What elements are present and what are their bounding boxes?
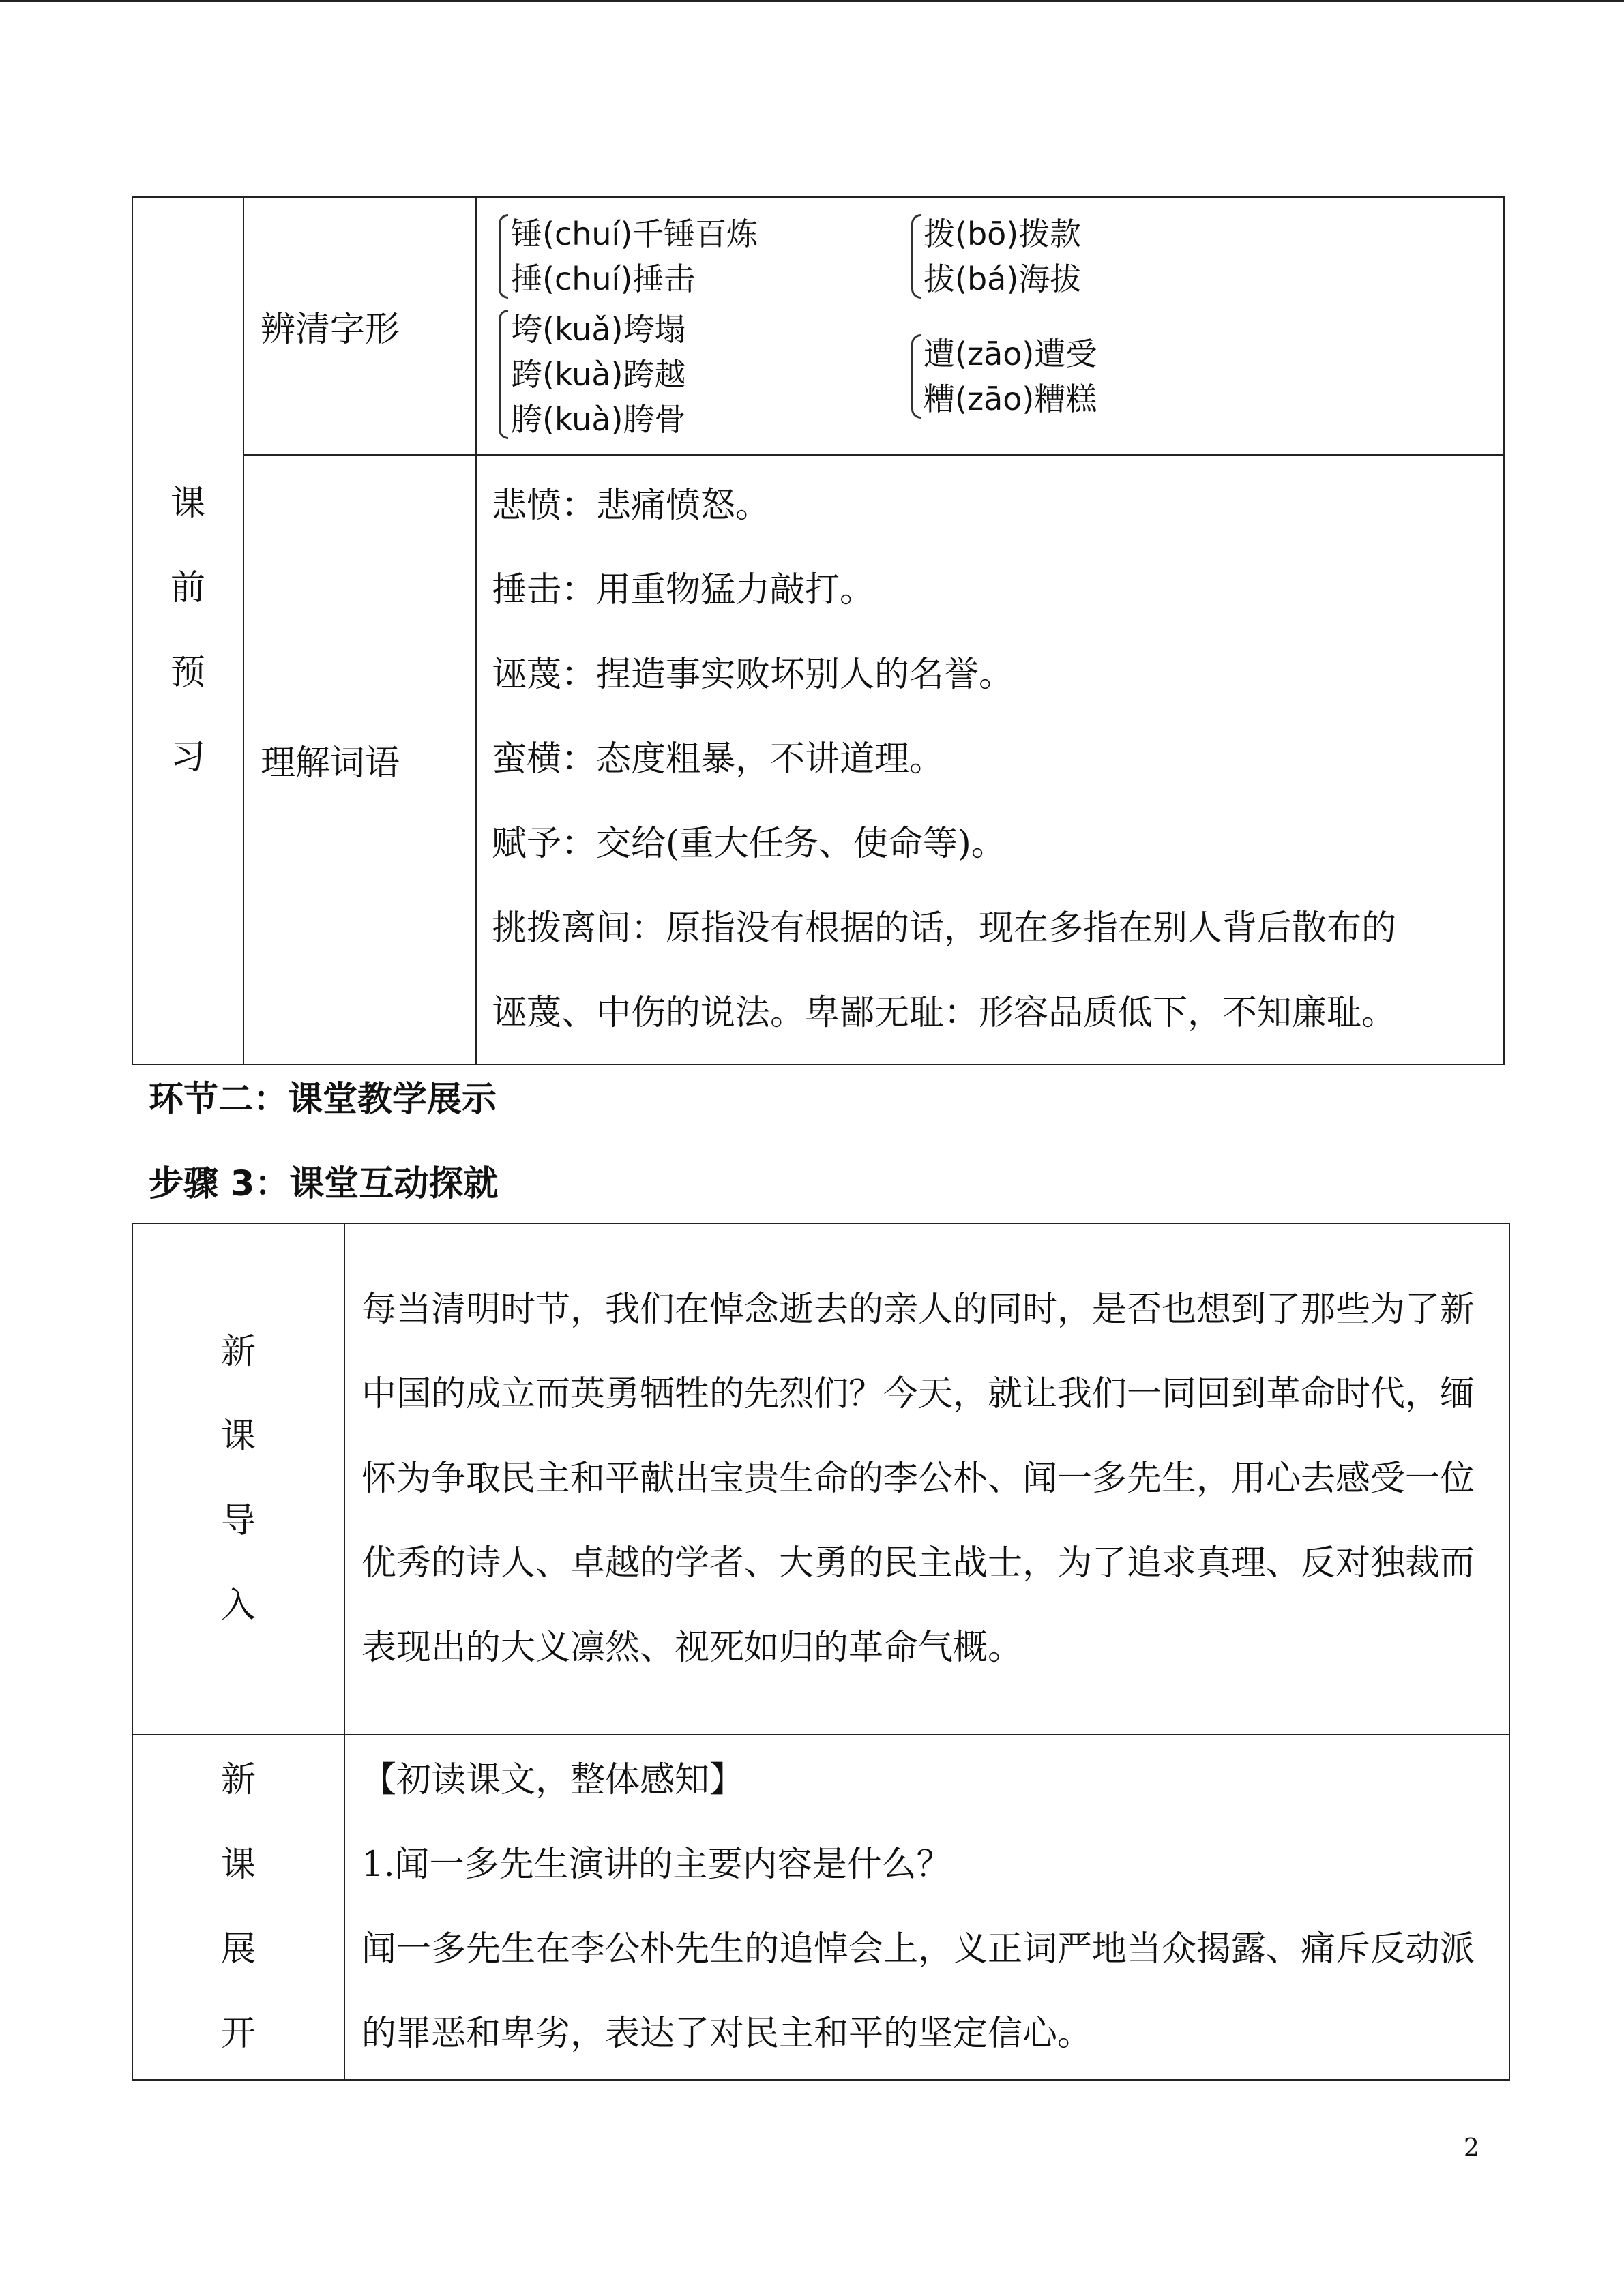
row-label-vocabulary: 理解词语 [243, 455, 476, 1064]
section-label-introduction: 新 课 导 入 [132, 1223, 344, 1735]
table-row [132, 455, 1504, 1064]
development-content [344, 1735, 1509, 2080]
definition-line: 蛮横：态度粗暴，不讲道理。 [492, 739, 945, 779]
definition-line: 捶击：用重物猛力敲打。 [492, 570, 875, 610]
table-row [132, 1735, 1509, 2080]
left-brace [499, 214, 508, 299]
char-line: 遭(zāo)遭受 [924, 336, 1097, 372]
char-line: 拔(bá)海拔 [924, 260, 1082, 297]
content-line: 【初读课文，整体感知】 [361, 1760, 745, 1800]
char-line: 捶(chuí)捶击 [511, 260, 696, 297]
definitions-cell [476, 455, 1504, 1064]
row-label-characters: 辨清字形 [243, 197, 476, 455]
section-label-development: 新 课 展 开 [132, 1735, 344, 2080]
definition-line: 诬蔑：捏造事实败坏别人的名誉。 [492, 655, 1014, 695]
table-row [132, 197, 1504, 455]
char-line: 锤(chuí)千锤百炼 [511, 215, 758, 252]
section-label-preview: 课 前 预 习 [132, 197, 243, 1064]
definition-line: 挑拨离间：原指没有根据的话，现在多指在别人背后散布的 [492, 908, 1397, 949]
preview-table [132, 196, 1505, 1065]
classroom-table [132, 1223, 1510, 2081]
section-heading: 环节二：课堂教学展示 [149, 1079, 497, 1120]
left-brace [911, 214, 921, 299]
char-line: 垮(kuǎ)垮塌 [511, 311, 686, 348]
char-line: 胯(kuà)胯骨 [511, 401, 686, 438]
introduction-text: 每当清明时节，我们在悼念逝去的亲人的同时，是否也想到了那些为了新中国的成立而英勇牺牲的先烈们？今天，就让我们一同回到革命时代，缅怀为争取民主和平献出宝贵生命的李公朴、闻一多先生，用心去感受一位优秀的诗人、卓越的学者、大勇的民主战士，为了追求真理、反对独裁而表现出的大义凛然、视死如归的革命气概。 [344, 1223, 1509, 1735]
left-brace [499, 310, 508, 439]
definition-line: 赋予：交给(重大任务、使命等)。 [492, 824, 1006, 864]
char-line: 糟(zāo)糟糕 [924, 381, 1097, 417]
char-line: 拨(bō)拨款 [924, 215, 1082, 252]
char-line: 跨(kuà)跨越 [511, 356, 686, 393]
definition-line: 诬蔑、中伤的说法。卑鄙无耻：形容品质低下，不知廉耻。 [492, 993, 1397, 1033]
page-number: 2 [1464, 2134, 1479, 2162]
left-brace [911, 334, 921, 419]
character-groups-cell [476, 197, 1504, 455]
top-border-line [0, 0, 1624, 2]
table-row [132, 1223, 1509, 1735]
content-line: 1.闻一多先生演讲的主要内容是什么？ [361, 1845, 951, 1885]
content-line: 闻一多先生在李公朴先生的追悼会上，义正词严地当众揭露、痛斥反动派的罪恶和卑劣，表达了对民主和平的坚定信心。 [361, 1929, 1475, 2054]
step-heading: 步骤 3：课堂互动探就 [149, 1164, 499, 1204]
definition-line: 悲愤：悲痛愤怒。 [492, 486, 771, 526]
